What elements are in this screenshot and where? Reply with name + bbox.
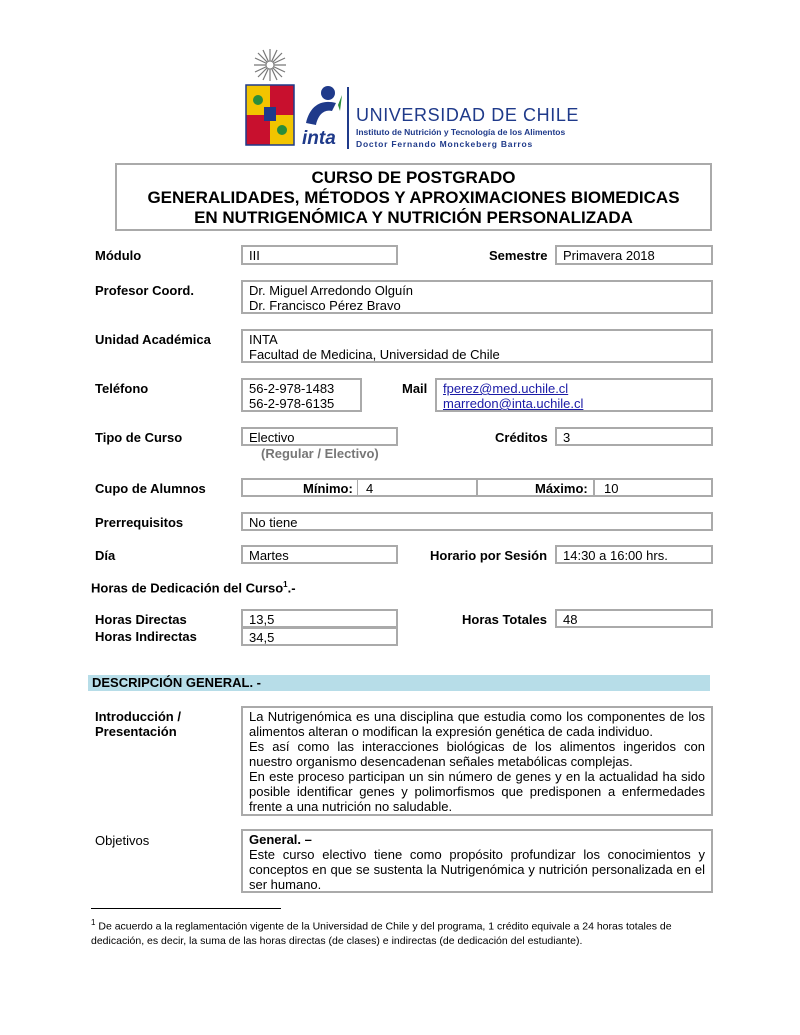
dia-value: Martes (241, 545, 398, 564)
horas-indirectas-label: Horas Indirectas (95, 629, 197, 644)
unidad-line-1: INTA (249, 332, 278, 347)
intro-paragraph-1: La Nutrigenómica es una disciplina que estudia como los componentes de los alimentos alteran o modifican la expresión genética de cada individuo. (249, 709, 705, 739)
minimo-label: Mínimo: (303, 481, 353, 496)
footnote (91, 916, 716, 948)
inta-word: inta (302, 128, 336, 149)
horas-totales-value: 48 (555, 609, 713, 628)
profesor-name-2: Dr. Francisco Pérez Bravo (249, 298, 401, 313)
tipo-value: Electivo (241, 427, 398, 446)
university-shield-icon (244, 45, 296, 149)
intro-paragraph-3: En este proceso participan un sin número de genes y en la actualidad ha sido posible identificar genes y polimorfismos que predisponen a enfermedades frente a una nutrición no saludable. (249, 769, 705, 814)
title-line-1: CURSO DE POSTGRADO (311, 168, 516, 187)
institute-line-2: Doctor Fernando Monckeberg Barros (356, 139, 534, 149)
telefono-2: 56-2-978-6135 (249, 396, 335, 411)
intro-label-line-2: Presentación (95, 724, 177, 739)
prerreq-label: Prerrequisitos (95, 515, 184, 530)
horario-value: 14:30 a 16:00 hrs. (555, 545, 713, 564)
footnote-text: De acuerdo a la reglamentación vigente de la Universidad de Chile y del programa, 1 crédito equivale a 24 horas totales de dedicación, es decir, la suma de las horas directas (de clases) e indirectas (de dedicación del estudiante). (91, 920, 672, 947)
descripcion-section-header: DESCRIPCIÓN GENERAL. - (88, 675, 710, 691)
telefono-box (241, 378, 362, 412)
footnote-number: 1 (91, 918, 96, 927)
intro-box (241, 706, 713, 816)
mail-label: Mail (402, 381, 428, 396)
objetivos-heading: General. – (249, 832, 312, 847)
maximo-value: 10 (604, 481, 619, 496)
tipo-hint: (Regular / Electivo) (261, 446, 379, 461)
cupo-label: Cupo de Alumnos (95, 481, 206, 496)
maximo-label: Máximo: (535, 481, 588, 496)
horas-indirectas-value: 34,5 (241, 627, 398, 646)
telefono-1: 56-2-978-1483 (249, 381, 335, 396)
university-name: UNIVERSIDAD DE CHILE (356, 105, 580, 125)
mail-box (435, 378, 713, 412)
objetivos-box (241, 829, 713, 893)
horario-label: Horario por Sesión (430, 548, 548, 563)
divider (593, 480, 595, 495)
institute-line-1: Instituto de Nutrición y Tecnología de los Alimentos (356, 127, 566, 137)
title-line-3: EN NUTRIGENÓMICA Y NUTRICIÓN PERSONALIZADA (194, 208, 633, 227)
mail-link-1[interactable]: fperez@med.uchile.cl (443, 381, 569, 396)
horas-directas-label: Horas Directas (95, 612, 187, 627)
unidad-line-2: Facultad de Medicina, Universidad de Chile (249, 347, 500, 362)
divider (476, 480, 478, 495)
mail-link-2[interactable]: marredon@inta.uchile.cl (443, 396, 584, 411)
profesor-name-1: Dr. Miguel Arredondo Olguín (249, 283, 414, 298)
profesor-box (241, 280, 713, 314)
tipo-label: Tipo de Curso (95, 430, 183, 445)
intro-label-line-1: Introducción / (95, 709, 181, 724)
horas-dedicacion-suffix: .- (287, 580, 296, 596)
title-line-2: GENERALIDADES, MÉTODOS Y APROXIMACIONES BIOMEDICAS (147, 188, 680, 207)
horas-dedicacion-heading (91, 580, 296, 595)
telefono-label: Teléfono (95, 381, 149, 396)
creditos-value: 3 (555, 427, 713, 446)
course-title-box (115, 163, 712, 231)
logo-header (240, 45, 580, 155)
cupo-box (241, 478, 713, 497)
horas-directas-value: 13,5 (241, 609, 398, 628)
prerreq-value: No tiene (241, 512, 713, 531)
intro-label (95, 709, 181, 739)
semestre-label: Semestre (489, 248, 548, 263)
divider-line (347, 87, 349, 149)
horas-dedicacion-footnote-ref: 1 (283, 580, 288, 589)
footnote-rule (91, 908, 281, 909)
horas-totales-label: Horas Totales (462, 612, 548, 627)
unidad-box (241, 329, 713, 363)
profesor-label: Profesor Coord. (95, 283, 194, 298)
unidad-label: Unidad Académica (95, 332, 211, 347)
divider (357, 480, 358, 495)
modulo-value: III (241, 245, 398, 265)
horas-dedicacion-label: Horas de Dedicación del Curso (91, 580, 284, 596)
minimo-value: 4 (366, 481, 374, 496)
objetivos-label: Objetivos (95, 833, 150, 848)
objetivos-text: Este curso electivo tiene como propósito profundizar los conocimientos y conceptos en que se sustenta la Nutrigenómica y nutrición personalizada en el ser humano. (249, 847, 705, 892)
modulo-label: Módulo (95, 248, 142, 263)
semestre-value: Primavera 2018 (555, 245, 713, 265)
creditos-label: Créditos (495, 430, 548, 445)
intro-paragraph-2: Es así como las interacciones biológicas de los alimentos ingeridos con nuestro organismo desencadenan señales metabólicas complejas. (249, 739, 705, 769)
dia-label: Día (95, 548, 116, 563)
